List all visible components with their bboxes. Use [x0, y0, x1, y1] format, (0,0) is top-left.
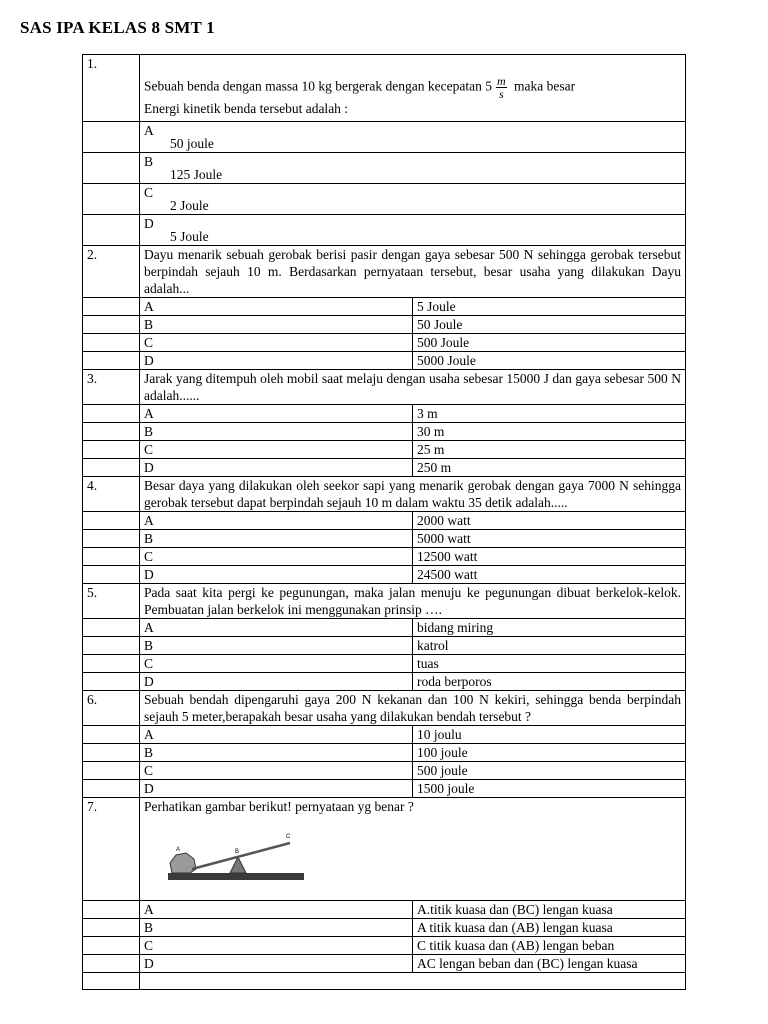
question-table [82, 54, 686, 990]
load-rock [170, 853, 196, 873]
question-text: Jarak yang ditempuh oleh mobil saat melaju dengan usaha sebesar 15000 J dan gaya sebesar 500 N adalah...... [140, 370, 686, 405]
option-row [83, 673, 686, 691]
option-letter: D [144, 216, 154, 231]
option-letter[interactable]: A [140, 298, 413, 316]
page-title: SAS IPA KELAS 8 SMT 1 [20, 18, 215, 37]
option-letter[interactable]: B [140, 530, 413, 548]
option-row [83, 566, 686, 584]
question-number: 2. [83, 246, 140, 298]
question-row [83, 584, 686, 619]
option-letter[interactable]: D [140, 352, 413, 370]
fraction-denominator: s [499, 87, 504, 101]
option-row [83, 316, 686, 334]
option-cell[interactable] [140, 122, 686, 153]
question-row [83, 691, 686, 726]
option-row [83, 762, 686, 780]
question-row [83, 246, 686, 298]
question-text: Pada saat kita pergi ke pegunungan, maka jalan menuju ke pegunungan dibuat berkelok-kelok. Pembuatan jalan berkelok ini menggunakan prinsip …. [140, 584, 686, 619]
option-text[interactable]: 50 Joule [413, 316, 686, 334]
option-row [83, 955, 686, 973]
option-row [83, 298, 686, 316]
option-letter[interactable]: B [140, 637, 413, 655]
question-number: 1. [83, 55, 140, 122]
fraction-numerator: m [497, 74, 506, 88]
option-row [83, 937, 686, 955]
question-row [83, 370, 686, 405]
option-text[interactable]: 30 m [413, 423, 686, 441]
option-text[interactable]: 25 m [413, 441, 686, 459]
question-text: Besar daya yang dilakukan oleh seekor sapi yang menarik gerobak dengan gaya 7000 N sehingga gerobak tersebut dapat berpindah sejauh 10 m dalam waktu 35 detik adalah..... [140, 477, 686, 512]
question-row [83, 477, 686, 512]
option-row [83, 530, 686, 548]
option-text: 2 Joule [170, 198, 209, 213]
question-text: Perhatikan gambar berikut! pernyataan yg benar ? [144, 799, 414, 814]
label-c: C [286, 834, 291, 840]
question-row [83, 798, 686, 901]
option-letter[interactable]: D [140, 955, 413, 973]
option-row [83, 744, 686, 762]
option-text[interactable]: 5000 Joule [413, 352, 686, 370]
question-text [140, 55, 686, 122]
option-row [83, 512, 686, 530]
option-cell[interactable] [140, 215, 686, 246]
lever-base [168, 873, 304, 880]
option-letter[interactable]: C [140, 334, 413, 352]
option-text: 5 Joule [170, 229, 209, 244]
option-letter[interactable]: B [140, 744, 413, 762]
option-letter: C [144, 185, 154, 200]
option-letter[interactable]: B [140, 919, 413, 937]
option-letter[interactable]: C [140, 937, 413, 955]
option-letter[interactable]: C [140, 441, 413, 459]
option-letter[interactable]: C [140, 655, 413, 673]
option-text[interactable]: 1500 joule [413, 780, 686, 798]
option-letter[interactable]: B [140, 316, 413, 334]
option-cell[interactable] [140, 153, 686, 184]
option-letter[interactable]: C [140, 548, 413, 566]
option-row [83, 441, 686, 459]
option-text[interactable]: 100 joule [413, 744, 686, 762]
question-text: Sebuah bendah dipengaruhi gaya 200 N kekanan dan 100 N kekiri, sehingga benda berpindah sejauh 5 meter,berapakah besar usaha yang dilakukan bendah tersebut ? [140, 691, 686, 726]
question-number: 5. [83, 584, 140, 619]
option-row [83, 655, 686, 673]
option-letter[interactable]: B [140, 423, 413, 441]
option-row [83, 122, 686, 153]
velocity-fraction [496, 75, 507, 100]
option-text[interactable]: 24500 watt [413, 566, 686, 584]
option-letter[interactable]: A [140, 405, 413, 423]
question-number: 3. [83, 370, 140, 405]
option-text[interactable]: katrol [413, 637, 686, 655]
question-number: 7. [83, 798, 140, 901]
option-letter[interactable]: D [140, 459, 413, 477]
label-b: B [235, 849, 240, 855]
option-text[interactable]: 2000 watt [413, 512, 686, 530]
option-row [83, 405, 686, 423]
option-row [83, 352, 686, 370]
option-letter[interactable]: D [140, 780, 413, 798]
option-row [83, 184, 686, 215]
option-letter[interactable]: A [140, 726, 413, 744]
option-text[interactable]: 500 joule [413, 762, 686, 780]
lever-figure [162, 829, 312, 889]
option-row [83, 780, 686, 798]
option-row [83, 619, 686, 637]
option-letter[interactable]: C [140, 762, 413, 780]
option-text: 125 Joule [170, 167, 223, 182]
option-text[interactable]: 500 Joule [413, 334, 686, 352]
option-row [83, 334, 686, 352]
option-text[interactable]: bidang miring [413, 619, 686, 637]
option-text[interactable]: AC lengan beban dan (BC) lengan kuasa [413, 955, 686, 973]
option-letter[interactable]: A [140, 512, 413, 530]
question-number: 4. [83, 477, 140, 512]
option-cell[interactable] [140, 184, 686, 215]
option-text[interactable]: 3 m [413, 405, 686, 423]
option-text[interactable]: 10 joulu [413, 726, 686, 744]
option-row [83, 548, 686, 566]
option-text[interactable]: 5 Joule [413, 298, 686, 316]
option-row [83, 901, 686, 919]
option-row [83, 637, 686, 655]
question-text-part: Sebuah benda dengan massa 10 kg bergerak dengan kecepatan 5 [144, 78, 492, 94]
option-row [83, 215, 686, 246]
option-letter[interactable]: D [140, 566, 413, 584]
option-text: 50 joule [170, 136, 214, 151]
question-text: Dayu menarik sebuah gerobak berisi pasir dengan gaya sebesar 500 N sehingga gerobak tersebut berpindah sejauh 10 m. Berdasarkan pernyataan tersebut, besar usaha yang dilakukan Dayu adalah... [140, 246, 686, 298]
question-text-line2: Energi kinetik benda tersebut adalah : [144, 101, 349, 116]
option-text[interactable]: A titik kuasa dan (AB) lengan kuasa [413, 919, 686, 937]
option-row [83, 919, 686, 937]
option-text[interactable]: 12500 watt [413, 548, 686, 566]
option-row [83, 423, 686, 441]
question-row [83, 55, 686, 122]
option-letter[interactable]: A [140, 619, 413, 637]
option-text[interactable]: 250 m [413, 459, 686, 477]
option-letter: B [144, 154, 154, 169]
option-text[interactable]: 5000 watt [413, 530, 686, 548]
option-letter[interactable]: A [140, 901, 413, 919]
option-row [83, 153, 686, 184]
option-text[interactable]: roda berporos [413, 673, 686, 691]
empty-row [83, 973, 686, 990]
option-text[interactable]: tuas [413, 655, 686, 673]
question-cell [140, 798, 686, 901]
option-row [83, 459, 686, 477]
question-number: 6. [83, 691, 140, 726]
label-a: A [176, 847, 181, 853]
option-text[interactable]: C titik kuasa dan (AB) lengan beban [413, 937, 686, 955]
option-text[interactable]: A.titik kuasa dan (BC) lengan kuasa [413, 901, 686, 919]
option-letter[interactable]: D [140, 673, 413, 691]
question-text-part: maka besar [514, 78, 576, 94]
option-letter: A [144, 123, 154, 138]
option-row [83, 726, 686, 744]
